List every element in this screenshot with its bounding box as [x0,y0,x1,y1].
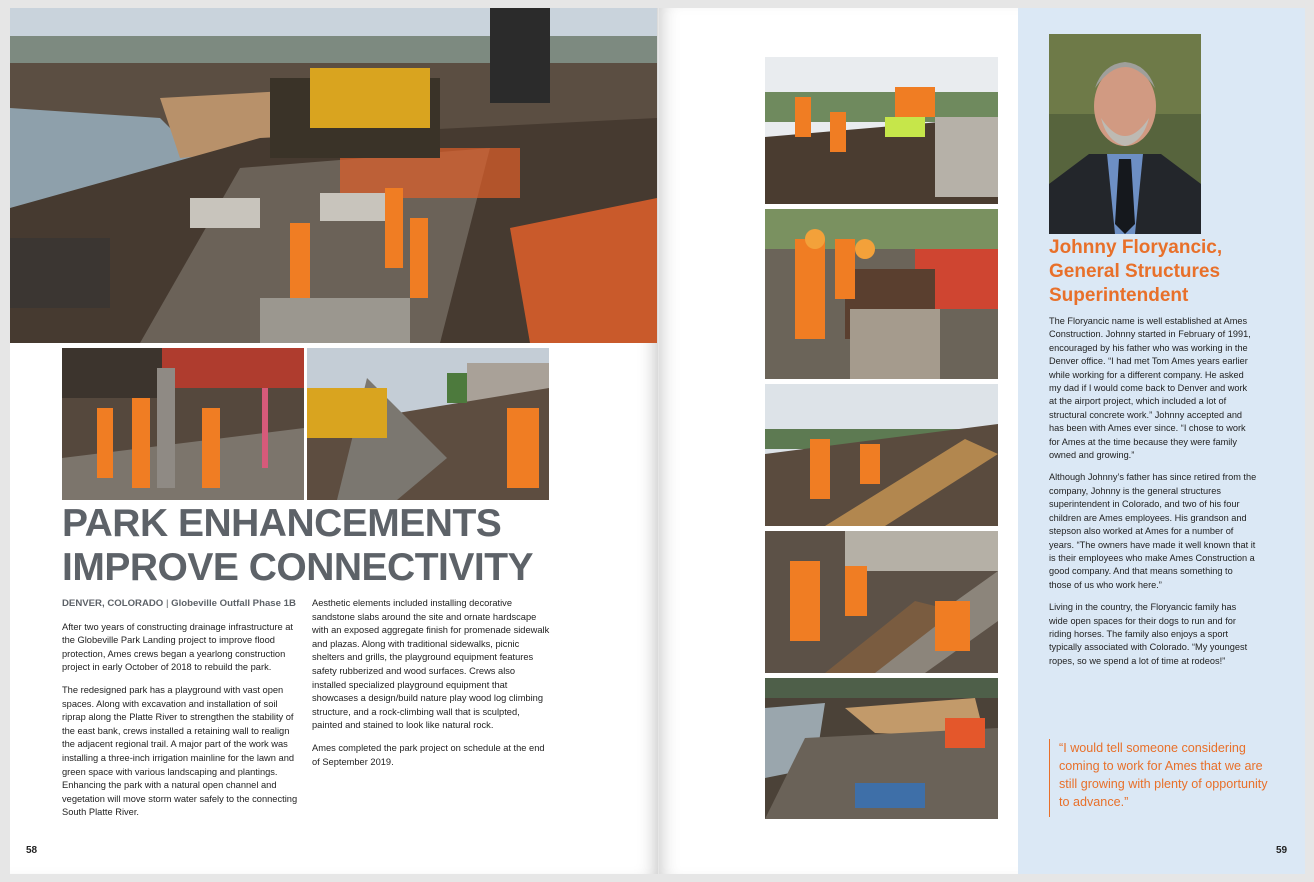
profile-paragraph: Although Johnny’s father has since retired from the company, Johnny is the general structures superintendent in Colorado, and two of his four children are Ames employees. His grandson and stepson also worked at Ames for a number of years. “The owners have made it well known that it is their employees who make Ames Construction a good company. And that means something to those of us who work here.” [1049,472,1257,590]
hero-construction-photo [10,8,657,343]
aerial-site-photo [765,678,998,819]
dateline-project: Globeville Outfall Phase 1B [171,598,296,609]
article-paragraph: The redesigned park has a playground with vast open spaces. Along with excavation and installation of soil riprap along the Platte River to strengthen the stability of the east bank, crews installed a retaining wall to realign the adjacent regional trail. A major part of the work was installing a three-inch irrigation mainline for the lawn and green space with various landscaping and plantings. Enhancing the park with a natural open channel and vegetation will move storm water safely to the connecting South Platte River. [62,684,298,818]
rebar-assembly-photo [765,209,998,379]
dateline-location: DENVER, COLORADO [62,598,164,609]
dateline [62,597,300,611]
profile-body [1049,315,1257,677]
page-number-left: 58 [26,845,38,856]
headline-line-2: IMPROVE CONNECTIVITY [62,546,534,589]
pull-quote [1049,739,1279,817]
article-column-1 [62,597,300,829]
page-number-right: 59 [1276,845,1288,856]
formwork-channel-photo [765,384,998,526]
profile-title-line-2: Superintendent [1049,285,1189,306]
article-paragraph: After two years of constructing drainage infrastructure at the Globeville Park Landing project to improve flood protection, Ames crews began a yearlong construction project in early October of 2018 to rebuild the park. [62,621,293,673]
article-headline [62,502,622,590]
loader-gravel-photo [307,348,549,500]
portrait-photo [1049,34,1201,234]
dateline-separator: | [165,598,169,609]
workers-shoveling-photo [765,57,998,204]
profile-title-line-1: General Structures [1049,261,1221,282]
article-paragraph: Ames completed the park project on schedule at the end of September 2019. [312,742,545,767]
profile-paragraph: The Floryancic name is well established at Ames Construction. Johnny started in February of 1991, encouraged by his father who was working in the Denver office. “I had met Tom Ames years earlier while working for a different company. He asked my dad if I would come back to Denver and work at the airport project, which included a lot of structural concrete work.” Johnny accepted and has been with Ames ever since. “I chose to work for Ames at the time because they were family owned and growing.” [1049,316,1251,461]
profile-paragraph: Living in the country, the Floryancic family has wide open spaces for their dogs to run and for riding horses. The family also enjoys a sport typically associated with Colorado. “My youngest ropes, so we spend a lot of time at rodeos!” [1049,602,1248,666]
article-column-2 [312,597,550,778]
pull-quote-text: “I would tell someone considering coming to work for Ames that we are still growing with plenty of opportunity to advance.” [1059,741,1268,809]
headline-line-1: PARK ENHANCEMENTS [62,502,502,545]
concrete-pour-photo [765,531,998,673]
profile-name-title [1049,236,1269,308]
workers-trench-photo [62,348,304,500]
article-paragraph: Aesthetic elements included installing decorative sandstone slabs around the site and ornate hardscape with an exposed aggregate finish for promenade sidewalk and plazas. Along with traditional sidewalks, picnic shelters and grills, the playground equipment features safety rubberized and wood surfaces. Crews also installed specialized playground equipment that showcases a design/build nature play wood log climbing structure, and a rock-climbing wall that is sculpted, painted and stained to look like natural rock. [312,598,550,731]
profile-name: Johnny Floryancic, [1049,237,1223,258]
